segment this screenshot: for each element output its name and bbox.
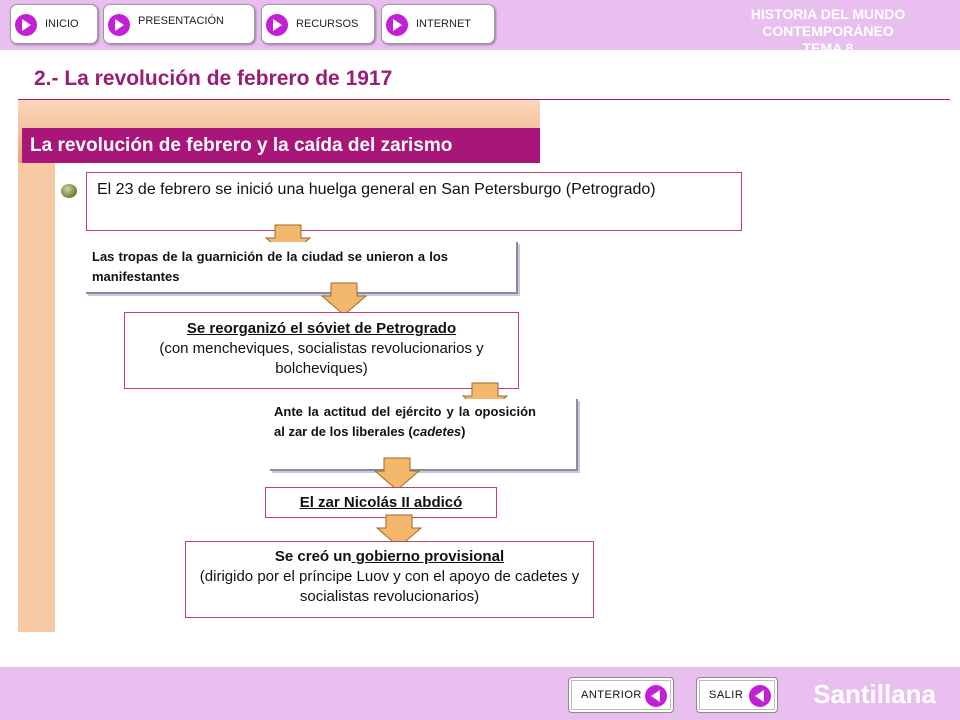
salir-button[interactable] [696, 677, 778, 713]
step-gov-heading: gobierno provisional [351, 548, 505, 565]
step-army-text: Ante la actitud del ejército y la oposición al zar de los liberales ( [274, 404, 536, 439]
down-arrow-icon [321, 282, 367, 316]
bullet-icon [61, 184, 77, 198]
side-panel [18, 100, 55, 632]
nav-label: INTERNET [416, 18, 471, 30]
section-banner: La revolución de febrero y la caída del zarismo [22, 128, 540, 163]
nav-button-presentacion[interactable] [103, 4, 255, 44]
nav-button-inicio[interactable] [10, 4, 98, 44]
step-gov-intro: Se creó un [274, 548, 352, 565]
step-army-emphasis: cadetes [412, 424, 462, 439]
step-gov-body: (dirigido por el príncipe Luov y con el apoyo de cadetes y socialistas revolucionarios) [199, 568, 580, 605]
nav-button-recursos[interactable] [261, 4, 375, 44]
step-gov-heading-row [186, 547, 593, 567]
step-soviet-body: (con mencheviques, socialistas revolucionarios y bolcheviques) [159, 340, 484, 377]
step-abdication: El zar Nicolás II abdicó [265, 487, 497, 518]
unit-title: TEMA 8 [802, 40, 854, 56]
step-troops: Las tropas de la guarnición de la ciudad se unieron a los manifestantes [86, 242, 518, 294]
step-soviet-heading: Se reorganizó el sóviet de Petrogrado [186, 320, 457, 337]
nav-label: RECURSOS [296, 18, 359, 30]
nav-label: PRESENTACIÓN [138, 15, 224, 27]
page-title: 2.- La revolución de febrero de 1917 [34, 67, 393, 90]
anterior-label: ANTERIOR [581, 689, 642, 701]
salir-label: SALIR [709, 689, 744, 701]
step-strike: El 23 de febrero se inició una huelga general en San Petersburgo (Petrogrado) [86, 172, 742, 231]
anterior-button[interactable] [568, 677, 674, 713]
play-icon [386, 14, 408, 36]
play-icon [266, 14, 288, 36]
back-arrow-icon [645, 685, 667, 707]
back-arrow-icon [749, 685, 771, 707]
step-provisional-government [185, 541, 594, 618]
down-arrow-icon [374, 457, 420, 491]
step-army-close: ) [461, 424, 466, 439]
step-army-attitude [270, 399, 578, 471]
course-header [708, 6, 948, 57]
play-icon [15, 14, 37, 36]
play-icon [108, 14, 130, 36]
step-soviet [124, 312, 519, 389]
brand-logo: Santillana [813, 679, 936, 709]
nav-button-internet[interactable] [381, 4, 495, 44]
course-title: HISTORIA DEL MUNDO CONTEMPORÁNEO [750, 6, 906, 39]
nav-label: INICIO [45, 18, 79, 30]
